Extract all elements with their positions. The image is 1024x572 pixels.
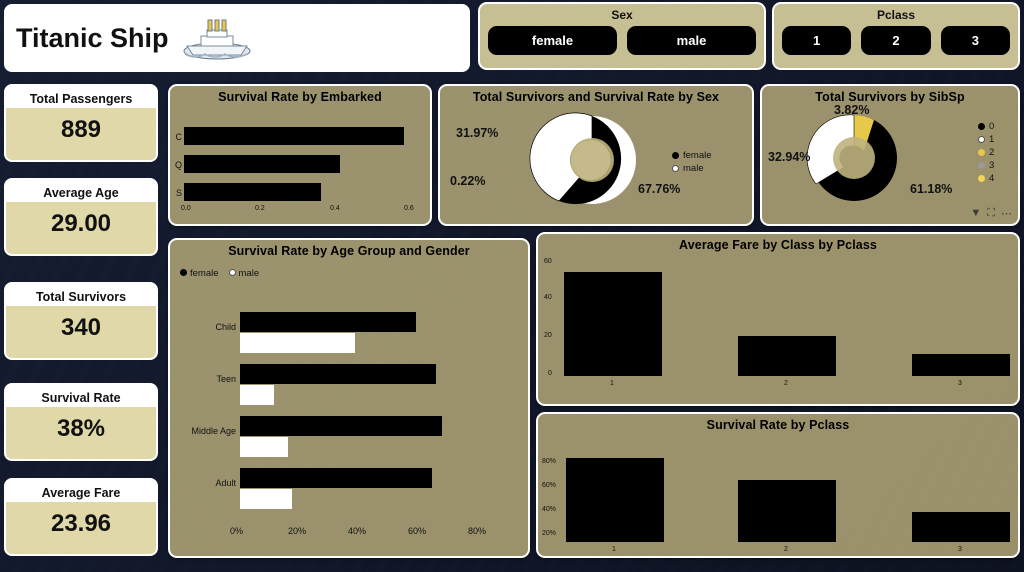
srp-ytick-20: 20% — [542, 530, 557, 537]
age-xtick-4: 80% — [468, 526, 487, 536]
age-xtick-1: 20% — [288, 526, 307, 536]
age-cat-child: Child — [215, 322, 236, 332]
page-title: Titanic Ship — [16, 22, 169, 53]
fare-bar-class-1 — [564, 272, 662, 376]
legend-sibsp-2: 2 — [989, 147, 995, 158]
legend-sex — [672, 149, 712, 175]
srp-xtick-3: 3 — [958, 546, 962, 553]
srp-ytick-40: 40% — [542, 506, 557, 513]
kpi-total-passengers-value: 889 — [60, 116, 102, 143]
kpi-average-age-label: Average Age — [6, 180, 156, 202]
kpi-average-fare-label: Average Fare — [6, 480, 156, 502]
fare-bar-class-3 — [912, 354, 1010, 376]
slicer-pclass-option-2[interactable]: 2 — [861, 26, 930, 55]
srp-ytick-80: 80% — [542, 458, 557, 465]
legend-sex-male: male — [683, 163, 704, 174]
legend-age-gender — [180, 268, 259, 279]
slicer-pclass-option-3[interactable]: 3 — [941, 26, 1010, 55]
more-options-icon[interactable]: ⋯ — [1001, 208, 1012, 220]
embarked-xtick-2: 0.4 — [330, 205, 340, 212]
legend-age-female: female — [190, 268, 219, 279]
slicer-sex-title: Sex — [611, 8, 633, 22]
legend-sibsp-0: 0 — [989, 121, 995, 132]
slicer-sex-option-male[interactable]: male — [627, 26, 756, 55]
ship-icon — [179, 14, 255, 62]
slicer-pclass[interactable] — [772, 2, 1020, 70]
fare-xtick-3: 3 — [958, 380, 962, 387]
age-xtick-3: 60% — [408, 526, 427, 536]
chart-survival-rate-by-embarked[interactable] — [168, 84, 432, 226]
age-xtick-0: 0% — [230, 526, 244, 536]
sex-label-small: 0.22% — [450, 174, 486, 188]
embarked-cat-q: Q — [174, 160, 182, 170]
sex-label-female-rate: 31.97% — [456, 126, 499, 140]
chart-avg-fare-title: Average Fare by Class by Pclass — [679, 238, 877, 252]
focus-icon[interactable]: ⛶ — [987, 207, 995, 219]
kpi-total-survivors — [4, 282, 158, 360]
age-xtick-2: 40% — [348, 526, 367, 536]
slicer-pclass-title: Pclass — [876, 8, 916, 22]
embarked-xtick-0: 0.0 — [181, 205, 191, 212]
legend-sex-female: female — [683, 150, 712, 161]
embarked-cat-s: S — [175, 188, 182, 198]
fare-ytick-40: 40 — [544, 294, 552, 301]
chart-survivors-by-sibsp-title: Total Survivors by SibSp — [815, 90, 965, 104]
embarked-cat-c: C — [175, 132, 182, 142]
sex-label-male-rate: 67.76% — [638, 182, 681, 196]
kpi-total-survivors-value: 340 — [60, 314, 102, 341]
age-bar-middle-female — [240, 416, 442, 436]
kpi-average-fare — [4, 478, 158, 556]
filter-icon[interactable]: ▼ — [970, 207, 982, 219]
srp-xtick-2: 2 — [784, 546, 788, 553]
kpi-average-age-value: 29.00 — [50, 210, 112, 237]
fare-xtick-2: 2 — [784, 380, 788, 387]
chart-total-survivors-and-survival-rate-by-sex[interactable] — [438, 84, 754, 226]
fare-bar-class-2 — [738, 336, 836, 376]
kpi-total-passengers — [4, 84, 158, 162]
legend-sibsp-3: 3 — [989, 160, 995, 171]
age-cat-teen: Teen — [216, 374, 236, 384]
slicer-pclass-option-1[interactable]: 1 — [782, 26, 851, 55]
legend-age-male: male — [238, 268, 260, 279]
fare-ytick-0: 0 — [548, 370, 552, 377]
chart-age-gender-title: Survival Rate by Age Group and Gender — [228, 244, 470, 258]
chart-survival-rate-by-embarked-title: Survival Rate by Embarked — [218, 90, 382, 104]
embarked-xtick-3: 0.6 — [404, 205, 414, 212]
age-bar-teen-female — [240, 364, 436, 384]
legend-sibsp — [978, 120, 994, 185]
fare-ytick-60: 60 — [544, 258, 552, 265]
chart-survival-rate-pclass-title: Survival Rate by Pclass — [706, 418, 850, 432]
chart-total-survivors-by-sibsp[interactable] — [760, 84, 1020, 226]
kpi-survival-rate — [4, 383, 158, 461]
age-cat-middle-age: Middle Age — [191, 426, 236, 436]
dashboard-title-card — [4, 4, 470, 72]
age-bar-adult-female — [240, 468, 432, 488]
chart-survivors-by-sex-title: Total Survivors and Survival Rate by Sex — [472, 90, 720, 104]
srp-bar-class-1 — [566, 458, 664, 542]
kpi-survival-rate-value: 38% — [56, 415, 106, 442]
kpi-total-passengers-label: Total Passengers — [6, 86, 156, 108]
srp-xtick-1: 1 — [612, 546, 616, 553]
age-bar-child-male — [240, 333, 355, 353]
srp-bar-class-3 — [912, 512, 1010, 542]
visual-actions[interactable] — [970, 207, 1012, 220]
chart-survival-rate-by-age-group-and-gender[interactable] — [168, 238, 530, 558]
age-bar-middle-male — [240, 437, 288, 457]
chart-survival-rate-by-pclass[interactable] — [536, 412, 1020, 558]
age-bar-child-female — [240, 312, 416, 332]
embarked-bar-c — [184, 127, 404, 145]
age-cat-adult: Adult — [215, 478, 236, 488]
slicer-sex-option-female[interactable]: female — [488, 26, 617, 55]
slicer-sex[interactable] — [478, 2, 766, 70]
kpi-average-age — [4, 178, 158, 256]
legend-sibsp-1: 1 — [989, 134, 995, 145]
chart-average-fare-by-class-by-pclass[interactable] — [536, 232, 1020, 406]
legend-sibsp-4: 4 — [989, 173, 995, 184]
embarked-bar-q — [184, 155, 340, 173]
embarked-xtick-1: 0.2 — [255, 205, 265, 212]
age-bar-teen-male — [240, 385, 274, 405]
srp-ytick-60: 60% — [542, 482, 557, 489]
srp-bar-class-2 — [738, 480, 836, 542]
sibsp-label-382: 3.82% — [834, 103, 870, 117]
kpi-average-fare-value: 23.96 — [50, 510, 112, 537]
age-bar-adult-male — [240, 489, 292, 509]
sibsp-label-6118: 61.18% — [910, 182, 953, 196]
kpi-total-survivors-label: Total Survivors — [6, 284, 156, 306]
fare-xtick-1: 1 — [610, 380, 614, 387]
fare-ytick-20: 20 — [544, 332, 552, 339]
kpi-survival-rate-label: Survival Rate — [6, 385, 156, 407]
embarked-bar-s — [184, 183, 321, 201]
sibsp-label-3294: 32.94% — [768, 150, 811, 164]
